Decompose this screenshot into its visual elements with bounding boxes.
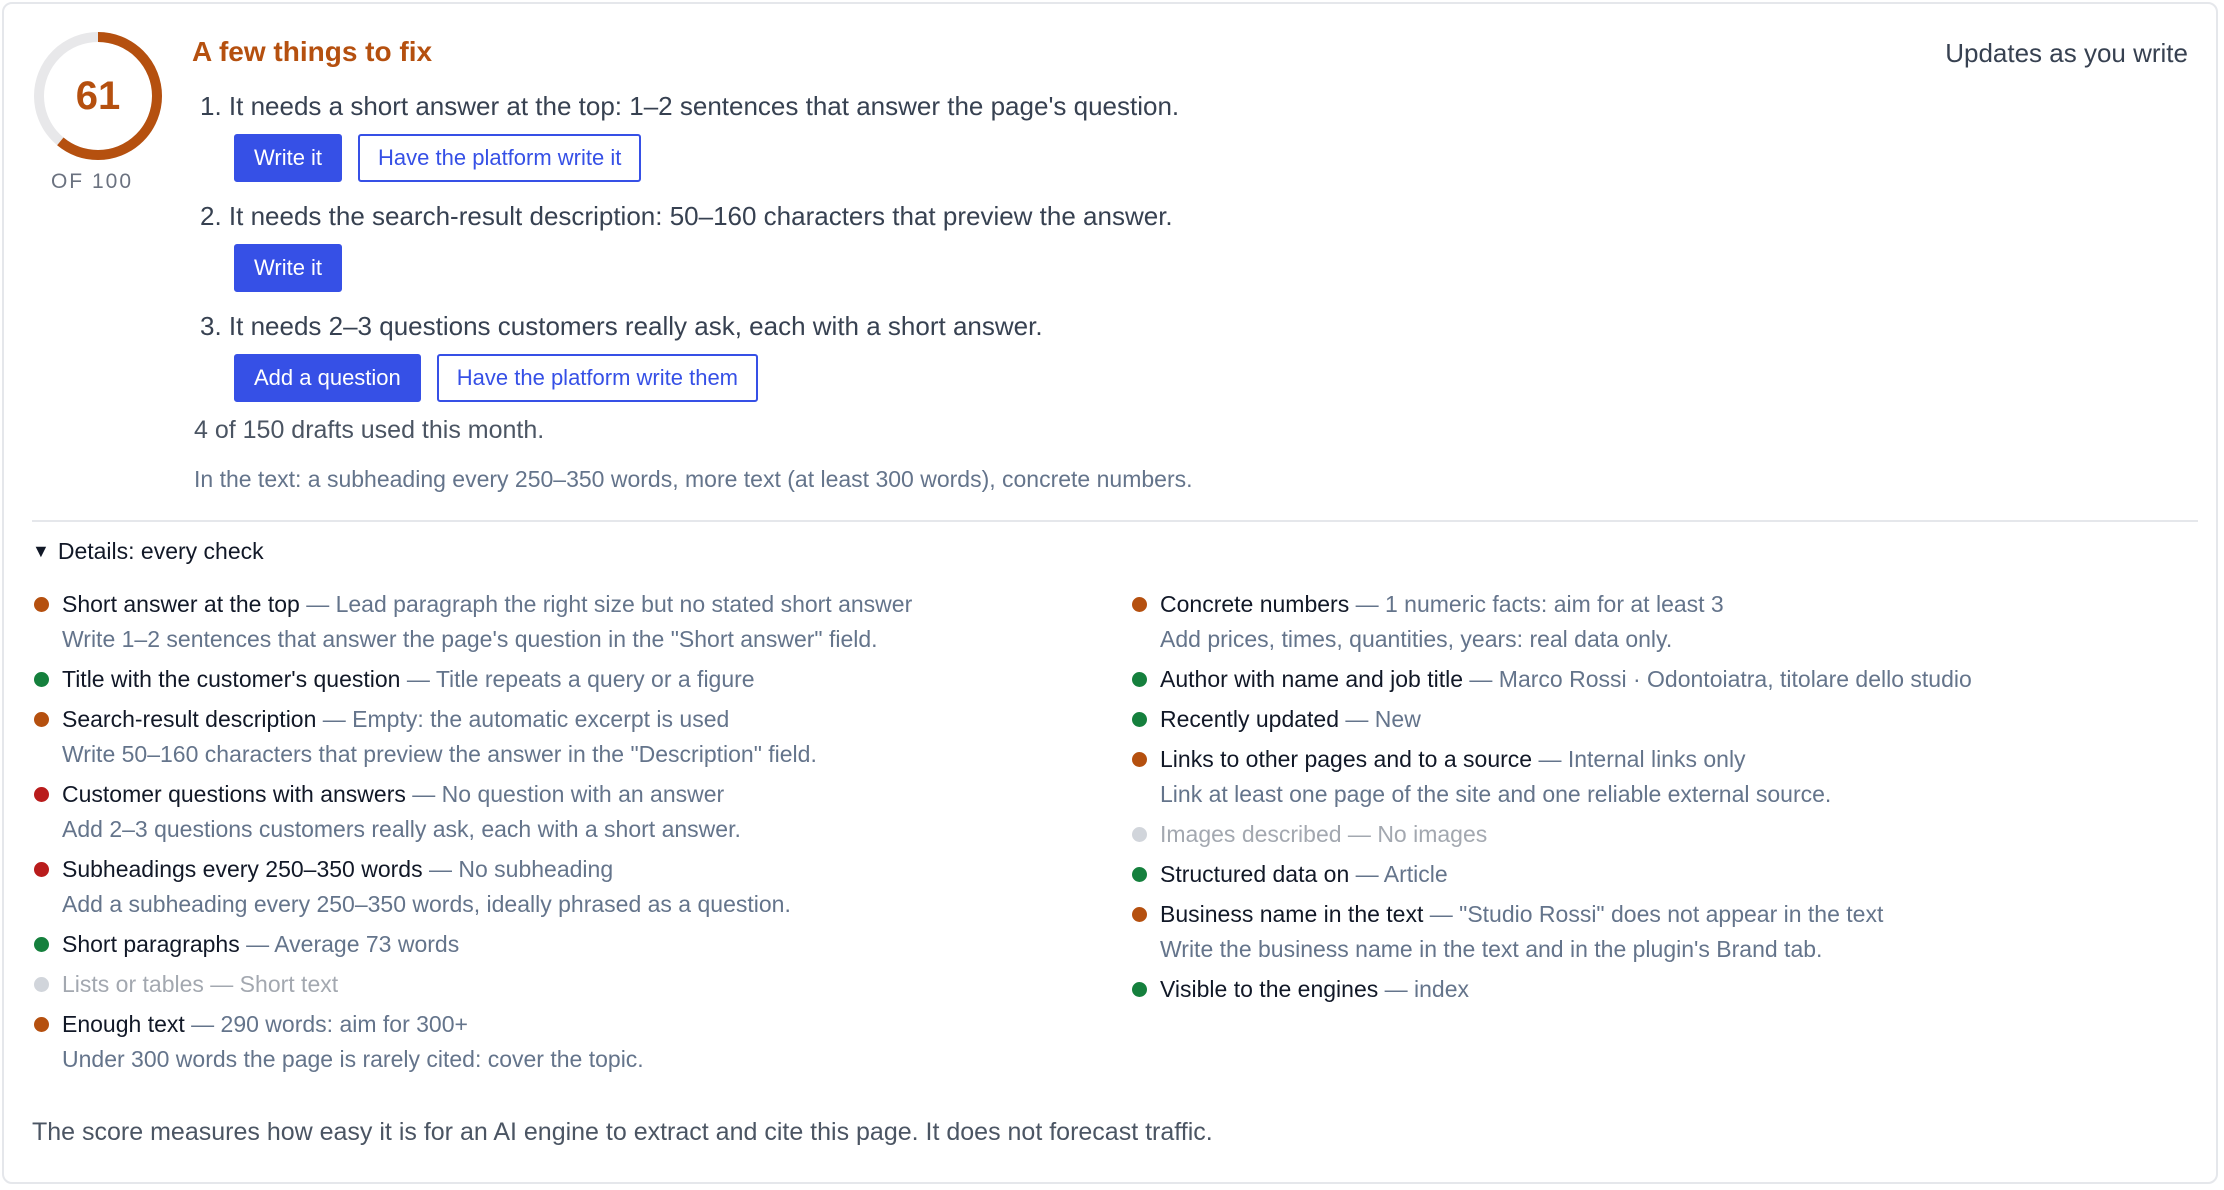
check-advice: Add prices, times, quantities, years: real data only. bbox=[1160, 626, 1673, 652]
fix-actions bbox=[234, 354, 1700, 402]
footer-note: The score measures how easy it is for an AI engine to extract and cite this page. It does not forecast traffic. bbox=[32, 1118, 1213, 1146]
check-name: Concrete numbers bbox=[1160, 591, 1350, 617]
check-name: Enough text bbox=[62, 1011, 185, 1037]
check-line bbox=[1132, 663, 2212, 695]
check-line bbox=[1132, 703, 2212, 735]
check-name: Business name in the text bbox=[1160, 901, 1424, 927]
fix-actions bbox=[234, 134, 1700, 182]
check-text bbox=[62, 663, 755, 695]
check-status: — "Studio Rossi" does not appear in the text bbox=[1423, 901, 1884, 927]
check-name: Visible to the engines bbox=[1160, 976, 1379, 1002]
check-name: Customer questions with answers bbox=[62, 781, 406, 807]
check-text bbox=[62, 928, 459, 960]
check-name: Subheadings every 250–350 words bbox=[62, 856, 423, 882]
check-status: — Article bbox=[1349, 861, 1448, 887]
score-value: 61 bbox=[75, 73, 121, 118]
write-short-answer-button[interactable]: Write it bbox=[234, 134, 342, 182]
check-name: Short answer at the top bbox=[62, 591, 300, 617]
check-line bbox=[34, 968, 1114, 1000]
platform-write-short-answer-button[interactable]: Have the platform write it bbox=[358, 134, 641, 182]
check-item bbox=[34, 1008, 1114, 1075]
check-text bbox=[1160, 858, 1448, 890]
check-status: — Internal links only bbox=[1532, 746, 1746, 772]
check-text bbox=[1160, 743, 1746, 775]
check-status: — Average 73 words bbox=[239, 931, 460, 957]
check-line bbox=[1132, 858, 2212, 890]
check-line bbox=[1132, 743, 2212, 775]
check-line bbox=[34, 588, 1114, 620]
score-max-label: OF 100 bbox=[50, 170, 134, 193]
check-advice: Add a subheading every 250–350 words, ideally phrased as a question. bbox=[62, 891, 791, 917]
check-status: — Marco Rossi · Odontoiatra, titolare dello studio bbox=[1463, 666, 1972, 692]
check-advice: Under 300 words the page is rarely cited: cover the topic. bbox=[62, 1046, 644, 1072]
check-line bbox=[1132, 588, 2212, 620]
check-item bbox=[1132, 588, 2212, 655]
status-dot-icon bbox=[1132, 672, 1147, 687]
check-name: Images described bbox=[1160, 821, 1342, 847]
check-item bbox=[1132, 818, 2212, 850]
check-status: — New bbox=[1339, 706, 1421, 732]
check-line bbox=[34, 703, 1114, 735]
check-advice: Write 50–160 characters that preview the answer in the "Description" field. bbox=[62, 741, 817, 767]
details-toggle-label: Details: every check bbox=[57, 538, 264, 564]
fix-actions bbox=[234, 244, 1700, 292]
check-item bbox=[34, 968, 1114, 1000]
platform-write-questions-button[interactable]: Have the platform write them bbox=[437, 354, 758, 402]
check-item bbox=[34, 778, 1114, 845]
check-line bbox=[34, 853, 1114, 885]
check-name: Structured data on bbox=[1160, 861, 1350, 887]
check-item bbox=[1132, 663, 2212, 695]
check-name: Title with the customer's question bbox=[62, 666, 401, 692]
triangle-down-icon: ▼ bbox=[32, 541, 50, 561]
check-status: — No subheading bbox=[422, 856, 614, 882]
write-description-button[interactable]: Write it bbox=[234, 244, 342, 292]
check-line bbox=[34, 663, 1114, 695]
check-advice: Write 1–2 sentences that answer the page's question in the "Short answer" field. bbox=[62, 626, 878, 652]
status-dot-icon bbox=[1132, 827, 1147, 842]
fix-text: 3. It needs 2–3 questions customers really ask, each with a short answer. bbox=[200, 311, 1043, 341]
check-name: Lists or tables bbox=[62, 971, 204, 997]
score-gauge bbox=[30, 28, 166, 164]
check-line bbox=[1132, 973, 2212, 1005]
status-dot-icon bbox=[1132, 712, 1147, 727]
check-text bbox=[1160, 973, 1469, 1005]
checks-left-column bbox=[34, 588, 1114, 1083]
checks-right-column bbox=[1132, 588, 2212, 1013]
check-line bbox=[34, 778, 1114, 810]
check-name: Short paragraphs bbox=[62, 931, 240, 957]
check-text bbox=[62, 1008, 468, 1040]
check-status: — No images bbox=[1341, 821, 1488, 847]
check-text bbox=[1160, 588, 1724, 620]
fix-text: 2. It needs the search-result description: 50–160 characters that preview the answer. bbox=[200, 201, 1173, 231]
check-text bbox=[1160, 703, 1421, 735]
check-status: — Short text bbox=[203, 971, 339, 997]
status-dot-icon bbox=[34, 787, 49, 802]
check-status: — 290 words: aim for 300+ bbox=[184, 1011, 468, 1037]
status-dot-icon bbox=[34, 672, 49, 687]
status-dot-icon bbox=[34, 862, 49, 877]
check-text bbox=[62, 968, 338, 1000]
add-question-button[interactable]: Add a question bbox=[234, 354, 421, 402]
status-dot-icon bbox=[34, 712, 49, 727]
check-item bbox=[34, 588, 1114, 655]
check-line bbox=[34, 928, 1114, 960]
check-text bbox=[62, 588, 912, 620]
fix-item bbox=[200, 198, 1700, 292]
check-text bbox=[1160, 898, 1883, 930]
check-text bbox=[1160, 818, 1487, 850]
check-item bbox=[34, 703, 1114, 770]
status-dot-icon bbox=[1132, 907, 1147, 922]
check-advice: Write the business name in the text and in the plugin's Brand tab. bbox=[1160, 936, 1823, 962]
check-name: Links to other pages and to a source bbox=[1160, 746, 1533, 772]
check-status: — Empty: the automatic excerpt is used bbox=[316, 706, 730, 732]
status-dot-icon bbox=[34, 977, 49, 992]
check-status: — index bbox=[1378, 976, 1469, 1002]
divider bbox=[32, 520, 2198, 522]
check-status: — Title repeats a query or a figure bbox=[400, 666, 755, 692]
check-item bbox=[1132, 898, 2212, 965]
check-item bbox=[34, 663, 1114, 695]
check-status: — 1 numeric facts: aim for at least 3 bbox=[1349, 591, 1724, 617]
fix-title: A few things to fix bbox=[192, 36, 433, 67]
text-hint: In the text: a subheading every 250–350 words, more text (at least 300 words), concrete numbers. bbox=[194, 466, 1193, 492]
check-item bbox=[1132, 973, 2212, 1005]
status-dot-icon bbox=[34, 937, 49, 952]
check-name: Search-result description bbox=[62, 706, 317, 732]
fix-item bbox=[200, 308, 1700, 402]
fix-list bbox=[200, 88, 1700, 418]
check-text bbox=[62, 703, 729, 735]
details-toggle[interactable] bbox=[32, 538, 264, 565]
check-item bbox=[1132, 743, 2212, 810]
check-status: — No question with an answer bbox=[405, 781, 725, 807]
check-advice: Add 2–3 questions customers really ask, each with a short answer. bbox=[62, 816, 741, 842]
status-dot-icon bbox=[34, 597, 49, 612]
check-item bbox=[34, 928, 1114, 960]
fix-text: 1. It needs a short answer at the top: 1–2 sentences that answer the page's question. bbox=[200, 91, 1180, 121]
check-name: Author with name and job title bbox=[1160, 666, 1464, 692]
check-text bbox=[1160, 663, 1972, 695]
check-text bbox=[62, 853, 613, 885]
check-text bbox=[62, 778, 724, 810]
updates-label: Updates as you write bbox=[1945, 38, 2188, 68]
fix-item bbox=[200, 88, 1700, 182]
status-dot-icon bbox=[1132, 982, 1147, 997]
check-item bbox=[1132, 703, 2212, 735]
check-item bbox=[34, 853, 1114, 920]
check-item bbox=[1132, 858, 2212, 890]
check-line bbox=[1132, 818, 2212, 850]
check-line bbox=[34, 1008, 1114, 1040]
score-panel bbox=[2, 2, 2218, 1184]
status-dot-icon bbox=[1132, 752, 1147, 767]
check-line bbox=[1132, 898, 2212, 930]
check-name: Recently updated bbox=[1160, 706, 1340, 732]
status-dot-icon bbox=[1132, 597, 1147, 612]
check-advice: Link at least one page of the site and one reliable external source. bbox=[1160, 781, 1832, 807]
check-status: — Lead paragraph the right size but no stated short answer bbox=[299, 591, 913, 617]
drafts-usage: 4 of 150 drafts used this month. bbox=[194, 416, 545, 444]
status-dot-icon bbox=[1132, 867, 1147, 882]
status-dot-icon bbox=[34, 1017, 49, 1032]
